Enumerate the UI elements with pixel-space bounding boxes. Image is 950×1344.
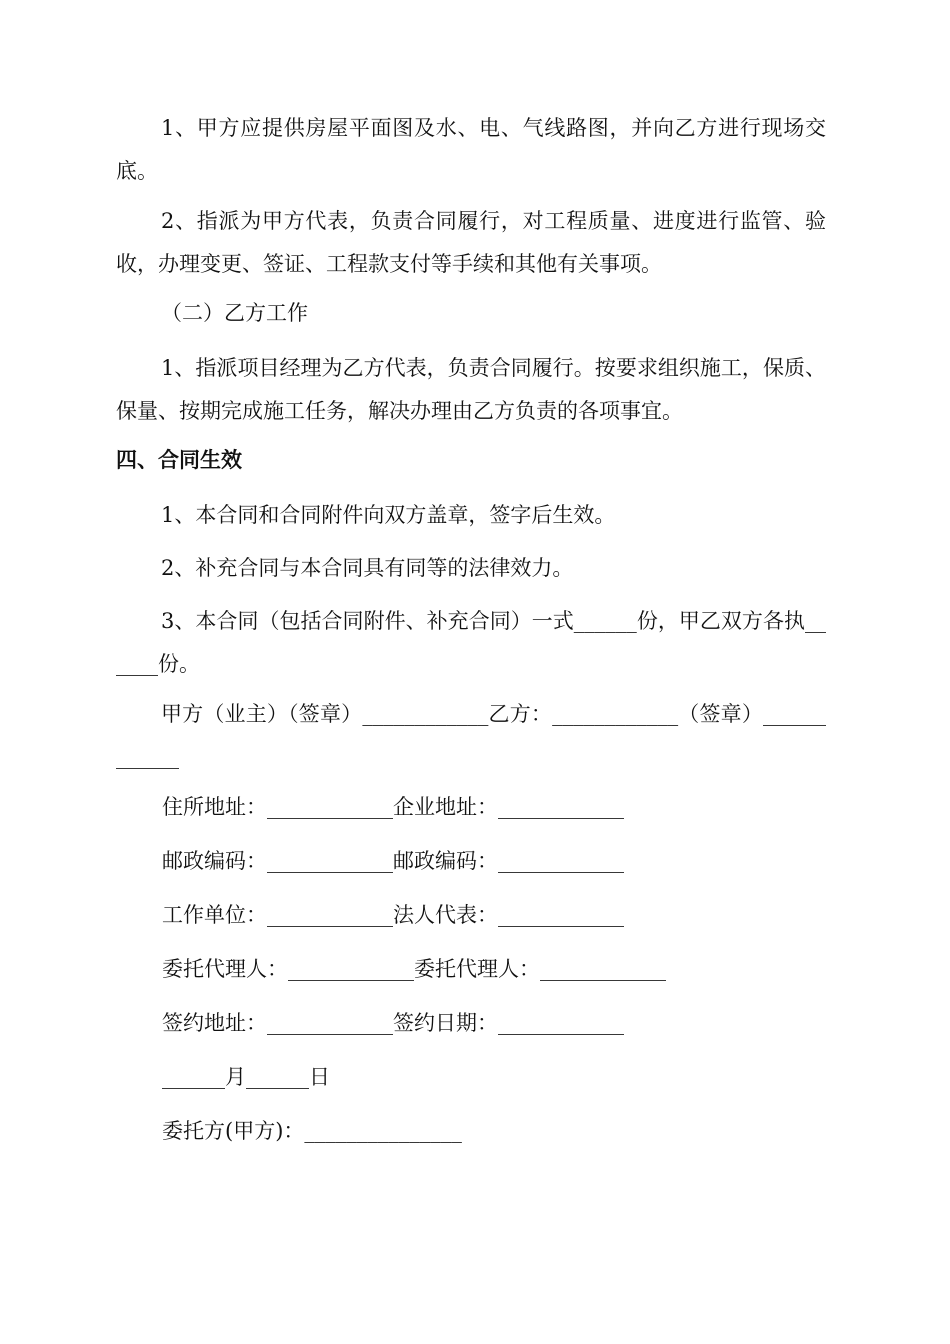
- signature-workplace: 工作单位：____________法人代表：____________: [162, 903, 624, 927]
- signature-agent: 委托代理人：____________委托代理人：____________: [162, 957, 666, 981]
- party-b-subheading: （二）乙方工作: [161, 301, 308, 325]
- party-a-item-1: 1、甲方应提供房屋平面图及水、电、气线路图，并向乙方进行现场交底。: [116, 116, 826, 183]
- party-a-item-2: 2、指派为甲方代表，负责合同履行，对工程质量、进度进行监管、验收，办理变更、签证、工程款支付等手续和其他有关事项。: [116, 209, 826, 276]
- party-b-item-1: 1、指派项目经理为乙方代表，负责合同履行。按要求组织施工，保质、保量、按期完成施工任务，解决办理由乙方负责的各项事宜。: [116, 356, 826, 423]
- effect-item-1: 1、本合同和合同附件向双方盖章，签字后生效。: [161, 503, 616, 527]
- signature-date: ______月______日: [162, 1065, 330, 1089]
- signature-postcode: 邮政编码：____________邮政编码：____________: [162, 849, 624, 873]
- signature-place-date: 签约地址：____________签约日期：____________: [162, 1011, 624, 1035]
- signature-client: 委托方(甲方)：_______________: [162, 1119, 462, 1143]
- signature-parties: 甲方（业主）（签章）____________乙方：____________（签章）____________: [116, 702, 826, 769]
- section-4-heading: 四、合同生效: [116, 448, 242, 472]
- effect-item-2: 2、补充合同与本合同具有同等的法律效力。: [161, 556, 574, 580]
- signature-address: 住所地址：____________企业地址：____________: [162, 795, 624, 819]
- effect-item-3: 3、本合同（包括合同附件、补充合同）一式______份，甲乙双方各执______份。: [116, 609, 826, 676]
